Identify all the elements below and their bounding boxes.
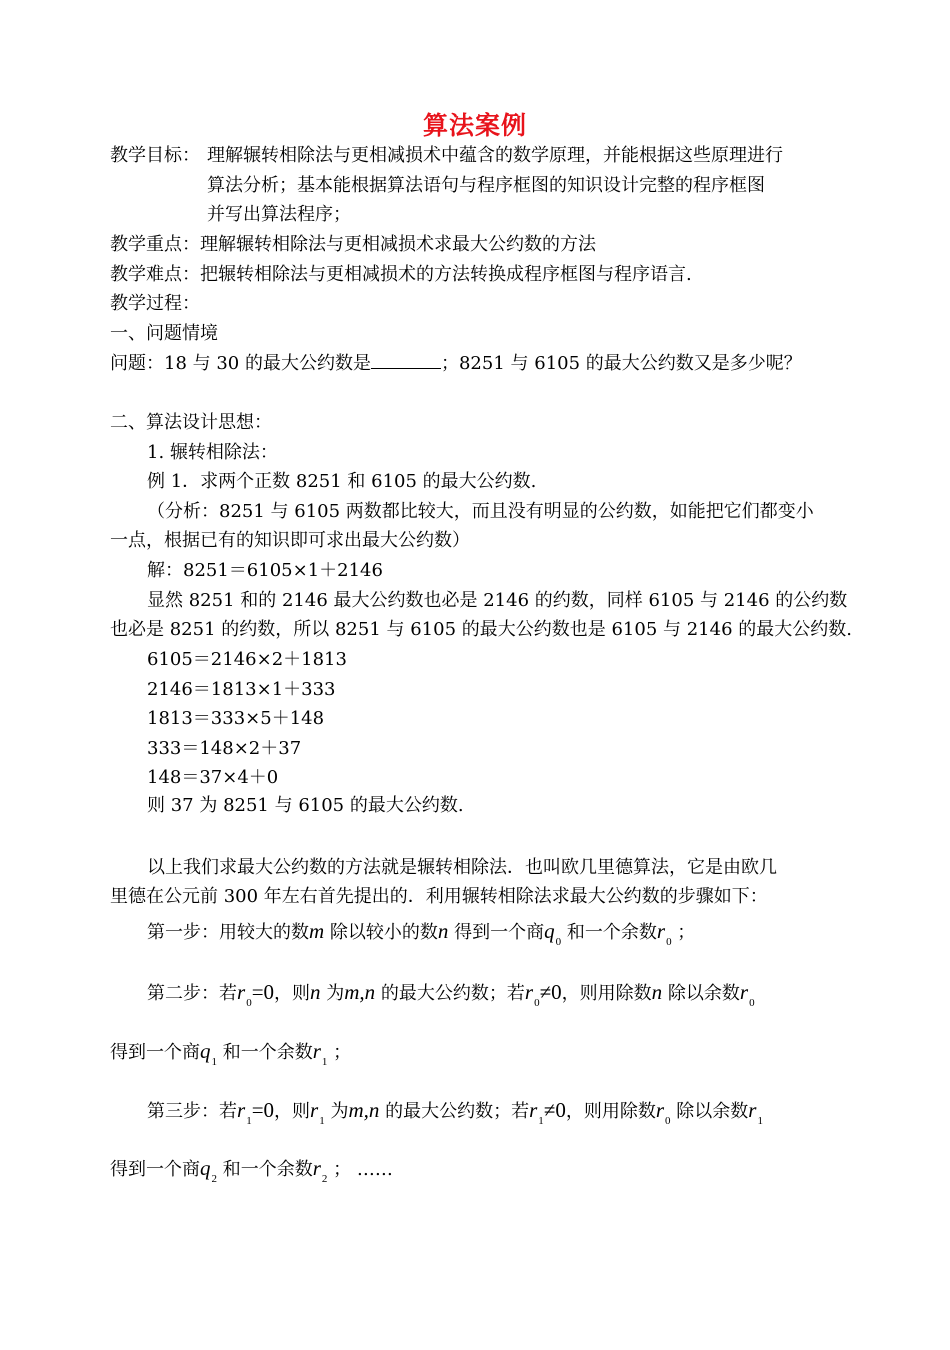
step-3-text-h: 和一个余数: [222, 1159, 313, 1180]
var-q1: $q_1$: [200, 1039, 217, 1068]
step-1-text-e: ；: [677, 922, 696, 943]
var-r1: $r_1$: [237, 1098, 252, 1127]
step-3-text-c: 为: [330, 1101, 349, 1122]
var-mn: m,n: [344, 980, 376, 1004]
step-3-text-i: ；: [333, 1159, 352, 1180]
process-label: 教学过程：: [110, 293, 200, 314]
step-2-text-a: 第二步：若: [147, 983, 237, 1004]
objectives-line-3: 并写出算法程序；: [207, 204, 351, 225]
var-mn: m,n: [348, 1098, 380, 1122]
var-r1: $r_1$: [529, 1098, 544, 1127]
solution-line: 解：8251＝6105×1＋2146: [147, 560, 383, 581]
difficulty: [110, 262, 692, 288]
analysis-line-2: 一点，根据已有的知识即可求出最大公约数）: [110, 530, 470, 551]
step-2-text-c: 为: [326, 983, 345, 1004]
method-heading: 1. 辗转相除法：: [147, 442, 278, 463]
reasoning-line-2: 也必是 8251 的约数，所以 8251 与 6105 的最大公约数也是 6105 与 2146 的最大公约数.: [110, 619, 852, 640]
step-3-text-a: 第三步：若: [147, 1101, 237, 1122]
objectives-label: 教学目标：: [110, 145, 200, 166]
difficulty-label: 教学难点：: [110, 264, 200, 285]
difficulty-text: 把辗转相除法与更相减损术的方法转换成程序框图与程序语言.: [200, 264, 692, 285]
step-2-text-h: 和一个余数: [222, 1042, 313, 1063]
step-2-text-b: ，则: [274, 983, 311, 1004]
step-3-text-f: 除以余数: [676, 1101, 749, 1122]
not-equal-zero: ≠0: [543, 1098, 566, 1122]
answer-blank: [371, 368, 441, 369]
conclusion-line: 则 37 为 8251 与 6105 的最大公约数.: [147, 795, 464, 816]
analysis-line-1: （分析：8251 与 6105 两数都比较大，而且没有明显的公约数，如能把它们都变小: [147, 501, 814, 522]
var-r0: $r_0$: [656, 919, 672, 948]
step-3-text-g: 得到一个商: [110, 1159, 200, 1180]
var-r0: $r_0$: [524, 980, 540, 1009]
equation-1: 6105＝2146×2＋1813: [147, 649, 347, 670]
step-2-text-i: ；: [333, 1042, 352, 1063]
var-r0: $r_0$: [655, 1098, 671, 1127]
page-title: 算法案例: [422, 111, 527, 140]
var-q2: $q_2$: [200, 1156, 217, 1185]
equation-3: 1813＝333×5＋148: [147, 708, 325, 729]
ellipsis: ……: [356, 1159, 393, 1180]
step-2-text-g: 得到一个商: [110, 1042, 200, 1063]
question-text-a: 问题：18 与 30 的最大公约数是: [110, 353, 371, 374]
key-point-label: 教学重点：: [110, 234, 200, 255]
var-q0: $q_0$: [544, 919, 562, 948]
key-point-text: 理解辗转相除法与更相减损术求最大公约数的方法: [200, 234, 596, 255]
var-n: n: [651, 980, 663, 1004]
var-r1: $r_1$: [312, 1039, 328, 1068]
step-2: [147, 979, 755, 1016]
question-text-b: ；8251 与 6105 的最大公约数又是多少呢？: [440, 353, 802, 374]
equals-zero: =0: [251, 980, 275, 1004]
step-1-text-c: 得到一个商: [454, 922, 545, 943]
reasoning-line-1: 显然 8251 和的 2146 最大公约数也必是 2146 的约数，同样 6105 与 2146 的公约数: [147, 590, 848, 611]
step-3-continued: [110, 1155, 393, 1192]
equals-zero: =0: [251, 1098, 275, 1122]
key-point: [110, 232, 596, 258]
objectives-line-1: 理解辗转相除法与更相减损术中蕴含的数学原理，并能根据这些原理进行: [207, 145, 783, 166]
step-1: [147, 918, 695, 955]
var-r1: $r_1$: [748, 1098, 763, 1127]
step-3: [147, 1097, 763, 1134]
equation-4: 333＝148×2＋37: [147, 738, 302, 759]
equation-5: 148＝37×4＋0: [147, 767, 279, 788]
step-1-text-b: 除以较小的数: [329, 922, 438, 943]
step-2-text-d: 的最大公约数；若: [380, 983, 525, 1004]
step-3-text-b: ，则: [274, 1101, 311, 1122]
equation-2: 2146＝1813×1＋333: [147, 679, 336, 700]
var-r2: $r_2$: [312, 1156, 328, 1185]
section2-heading: 二、算法设计思想：: [110, 412, 272, 433]
var-r0: $r_0$: [237, 980, 252, 1009]
step-3-text-e: ，则用除数: [565, 1101, 656, 1122]
step-2-text-f: 除以余数: [667, 983, 740, 1004]
step-2-continued: [110, 1038, 351, 1075]
step-1-text-a: 第一步：用较大的数: [147, 922, 309, 943]
intro-line-1: 以上我们求最大公约数的方法就是辗转相除法．也叫欧几里德算法，它是由欧几: [147, 857, 777, 878]
var-m: m: [309, 919, 325, 943]
step-3-text-d: 的最大公约数；若: [385, 1101, 530, 1122]
not-equal-zero: ≠0: [539, 980, 562, 1004]
var-n: n: [310, 980, 321, 1004]
var-r0: $r_0$: [739, 980, 755, 1009]
step-1-text-d: 和一个余数: [566, 922, 657, 943]
intro-line-2: 里德在公元前 300 年左右首先提出的．利用辗转相除法求最大公约数的步骤如下：: [110, 886, 768, 907]
step-2-text-e: ，则用除数: [561, 983, 652, 1004]
section1-heading: 一、问题情境: [110, 323, 218, 344]
objectives-line-2: 算法分析；基本能根据算法语句与程序框图的知识设计完整的程序框图: [207, 175, 765, 196]
example-1: 例 1．求两个正数 8251 和 6105 的最大公约数.: [147, 471, 537, 492]
question-line: [110, 351, 802, 377]
var-n: n: [437, 919, 449, 943]
var-r1: $r_1$: [310, 1098, 325, 1127]
